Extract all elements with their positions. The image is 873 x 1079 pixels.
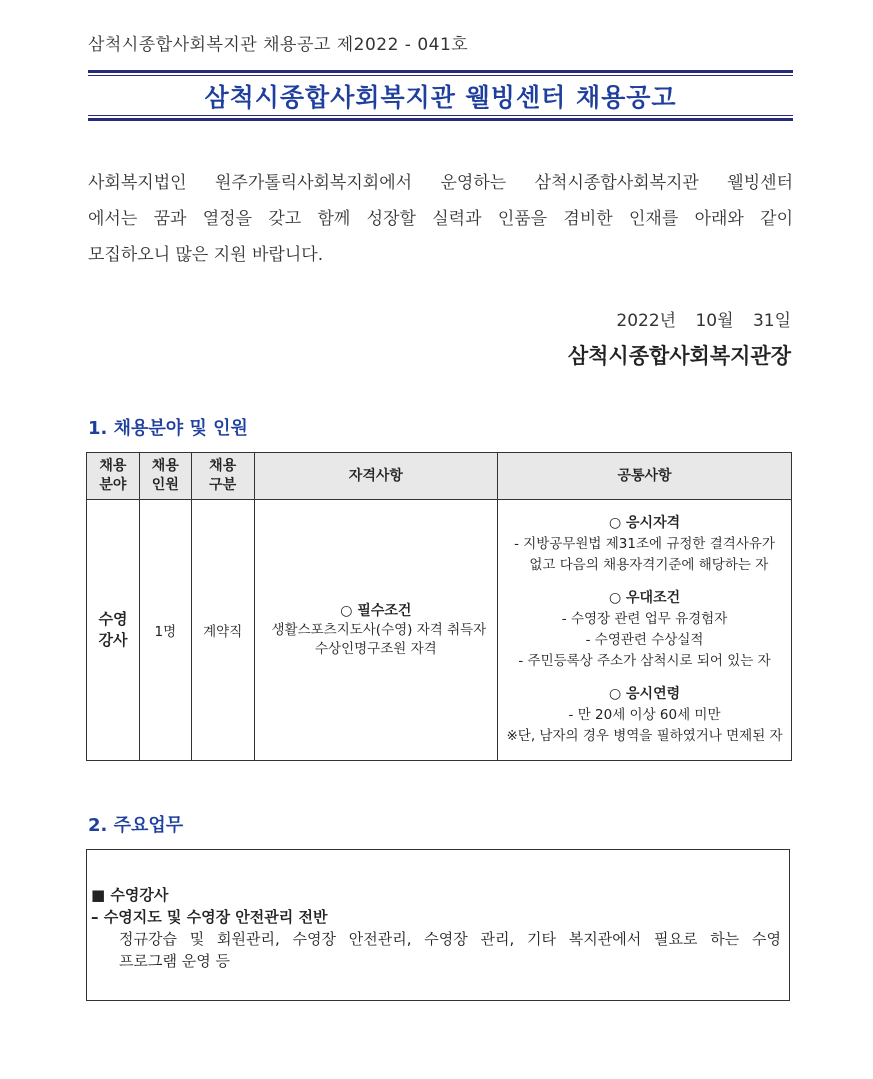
header-common: 공통사항 bbox=[498, 453, 792, 500]
cell-common bbox=[498, 500, 792, 761]
header-type: 채용 구분 bbox=[191, 453, 254, 500]
header-count: 채용 인원 bbox=[139, 453, 191, 500]
cell-qualification bbox=[254, 500, 497, 761]
qualification-line: 수상인명구조원 자격 bbox=[315, 640, 437, 657]
signer: 삼척시종합사회복지관장 bbox=[567, 344, 791, 368]
intro-paragraph bbox=[88, 165, 793, 273]
title-rule bbox=[88, 70, 793, 73]
page-title: 삼척시종합사회복지관 웰빙센터 채용공고 bbox=[204, 83, 677, 112]
header-field: 채용 분야 bbox=[87, 453, 140, 500]
qualification-head: ○ 필수조건 bbox=[340, 602, 412, 619]
cell-type: 계약직 bbox=[191, 500, 254, 761]
document-number: 삼척시종합사회복지관 채용공고 제2022 - 041호 bbox=[88, 35, 469, 55]
announcement-date: 2022년 10월 31일 bbox=[616, 311, 791, 331]
section-heading-duties: 2. 주요업무 bbox=[88, 815, 184, 836]
duty-subtitle: – 수영지도 및 수영장 안전관리 전반 bbox=[91, 908, 328, 926]
header-qualification: 자격사항 bbox=[254, 453, 497, 500]
intro-line: 모집하오니 많은 지원 바랍니다. bbox=[88, 245, 324, 265]
recruitment-table bbox=[86, 452, 792, 761]
intro-line: 사회복지법인 원주가톨릭사회복지회에서 운영하는 삼척시종합사회복지관 웰빙센터 bbox=[88, 173, 793, 193]
qualification-line: 생활스포츠지도사(수영) 자격 취득자 bbox=[271, 621, 487, 638]
common-block-preference: ○ 우대조건 - 수영장 관련 업무 유경험자 - 수영관련 수상실적 - 주민등록상 주소가 삼척시로 되어 있는 자 bbox=[518, 590, 771, 669]
title-rule bbox=[88, 118, 793, 121]
title-rule bbox=[88, 115, 793, 116]
title-rule bbox=[88, 75, 793, 76]
common-block-eligibility: ○ 응시자격 - 지방공무원법 제31조에 규정한 결격사유가 없고 다음의 채용자격기준에 해당하는 자 bbox=[514, 515, 775, 573]
intro-line: 에서는 꿈과 열정을 갖고 함께 성장할 실력과 인품을 겸비한 인재를 아래와 같이 bbox=[88, 209, 793, 229]
table-row bbox=[87, 500, 792, 761]
cell-field: 수영 강사 bbox=[87, 500, 140, 761]
duty-title: ■ 수영강사 bbox=[91, 886, 169, 904]
duty-description: 정규강습 및 회원관리, 수영장 안전관리, 수영장 관리, 기타 복지관에서 필요로 하는 수영 bbox=[119, 930, 781, 948]
common-block-age: ○ 응시연령 - 만 20세 이상 60세 미만 ※단, 남자의 경우 병역을 필하였거나 면제된 자 bbox=[506, 686, 783, 744]
duties-box bbox=[86, 849, 790, 1001]
table-header-row bbox=[87, 453, 792, 500]
duty-description: 프로그램 운영 등 bbox=[119, 952, 230, 970]
cell-count: 1명 bbox=[139, 500, 191, 761]
section-heading-recruitment: 1. 채용분야 및 인원 bbox=[88, 418, 248, 439]
